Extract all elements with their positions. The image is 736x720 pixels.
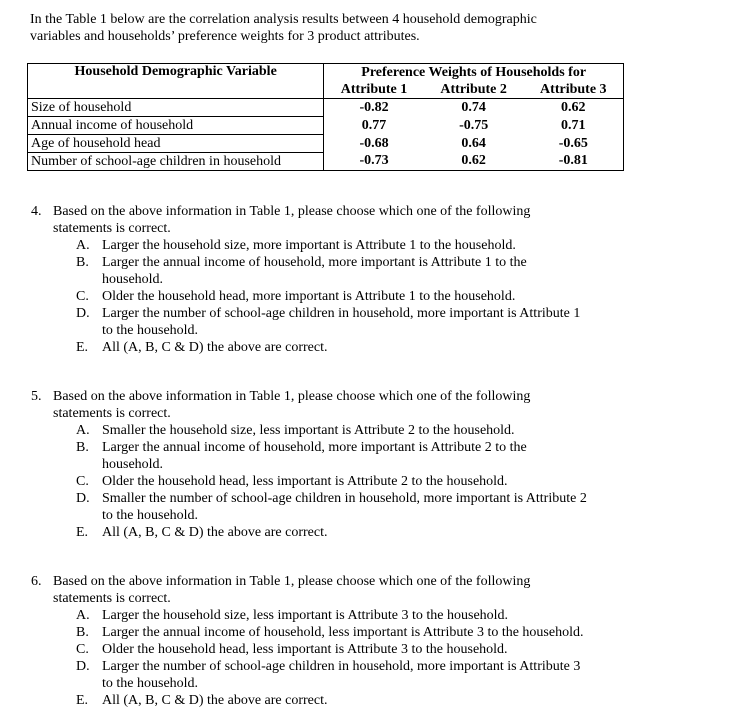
question-number: 4. xyxy=(31,204,42,219)
option-letter: E. xyxy=(76,525,89,540)
option-b xyxy=(76,624,631,641)
option-list xyxy=(31,422,631,541)
question-stem: Based on the above information in Table 1, please choose which one of the following xyxy=(53,574,531,589)
option-a xyxy=(76,422,631,439)
option-text: Larger the annual income of household, more important is Attribute 1 to the household. xyxy=(102,255,527,287)
option-text: All (A, B, C & D) the above are correct. xyxy=(102,340,328,355)
table-cell: -0.75 xyxy=(459,117,489,133)
table-cell: -0.68 xyxy=(359,135,389,151)
row-label: Number of school-age children in household xyxy=(28,153,324,171)
option-list xyxy=(31,237,631,356)
option-letter: C. xyxy=(76,642,89,657)
option-letter: A. xyxy=(76,423,90,438)
option-list xyxy=(31,607,631,709)
attribute-header: Attribute 1 xyxy=(340,81,408,97)
option-c xyxy=(76,288,631,305)
question-6 xyxy=(31,573,631,709)
option-c xyxy=(76,641,631,658)
question-stem: Based on the above information in Table 1, please choose which one of the following xyxy=(53,204,531,219)
question-number: 5. xyxy=(31,389,42,404)
option-e xyxy=(76,692,631,709)
option-letter: E. xyxy=(76,693,89,708)
table-row xyxy=(28,99,624,117)
table-cell: -0.81 xyxy=(524,153,624,171)
option-text: Smaller the household size, less important is Attribute 2 to the household. xyxy=(102,423,515,438)
question-stem-cont: statements is correct. xyxy=(53,221,171,236)
table-row xyxy=(28,135,624,153)
question-5 xyxy=(31,388,631,541)
intro-line: In the Table 1 below are the correlation analysis results between 4 household demographic xyxy=(30,12,537,27)
option-letter: D. xyxy=(76,659,90,674)
option-text: All (A, B, C & D) the above are correct. xyxy=(102,693,328,708)
option-text: Larger the annual income of household, less important is Attribute 3 to the household. xyxy=(102,625,584,640)
row-label: Size of household xyxy=(28,99,324,117)
option-letter: D. xyxy=(76,491,90,506)
table-cell: -0.82 xyxy=(324,99,424,117)
option-c xyxy=(76,473,631,490)
table-cell: -0.65 xyxy=(524,135,624,153)
option-b xyxy=(76,439,631,473)
intro-line: variables and households’ preference weights for 3 product attributes. xyxy=(30,29,420,44)
option-text: Larger the annual income of household, more important is Attribute 2 to the household. xyxy=(102,440,527,472)
table-cell: 0.74 xyxy=(424,99,524,117)
option-d xyxy=(76,658,631,692)
option-letter: A. xyxy=(76,608,90,623)
option-letter: B. xyxy=(76,625,89,640)
option-text: Older the household head, less important is Attribute 2 to the household. xyxy=(102,474,508,489)
option-letter: B. xyxy=(76,255,89,270)
option-text: Older the household head, more important is Attribute 1 to the household. xyxy=(102,289,516,304)
variable-header: Household Demographic Variable xyxy=(28,64,324,99)
option-a xyxy=(76,607,631,624)
option-letter: B. xyxy=(76,440,89,455)
question-number: 6. xyxy=(31,574,42,589)
option-letter: E. xyxy=(76,340,89,355)
attribute-header: Attribute 3 xyxy=(524,81,624,99)
option-e xyxy=(76,339,631,356)
table-row xyxy=(28,153,624,171)
table-cell: 0.62 xyxy=(424,153,524,171)
row-label: Age of household head xyxy=(28,135,324,153)
option-letter: C. xyxy=(76,289,89,304)
table-cell: 0.62 xyxy=(524,99,624,117)
attribute-header: Attribute 2 xyxy=(440,81,507,97)
question-4 xyxy=(31,203,631,356)
option-d xyxy=(76,305,631,339)
option-text: All (A, B, C & D) the above are correct. xyxy=(102,525,328,540)
preference-weights-header: Preference Weights of Households for xyxy=(324,64,624,82)
correlation-table xyxy=(27,63,624,171)
table-row xyxy=(28,117,624,135)
table-cell: 0.64 xyxy=(461,135,486,151)
option-e xyxy=(76,524,631,541)
option-text: Larger the number of school-age children in household, more important is Attribute 1 to the household. xyxy=(102,306,581,338)
option-text: Smaller the number of school-age children in household, more important is Attribute 2 to the household. xyxy=(102,491,587,523)
option-text: Larger the number of school-age children in household, more important is Attribute 3 to the household. xyxy=(102,659,581,691)
question-stem-cont: statements is correct. xyxy=(53,591,171,606)
option-d xyxy=(76,490,631,524)
question-stem: Based on the above information in Table 1, please choose which one of the following xyxy=(53,389,531,404)
option-a xyxy=(76,237,631,254)
option-letter: D. xyxy=(76,306,90,321)
intro-paragraph xyxy=(30,11,630,45)
option-b xyxy=(76,254,631,288)
table-cell: -0.73 xyxy=(324,153,424,171)
question-stem-cont: statements is correct. xyxy=(53,406,171,421)
row-label: Annual income of household xyxy=(28,117,324,135)
table-cell: 0.71 xyxy=(524,117,624,135)
option-letter: C. xyxy=(76,474,89,489)
option-text: Larger the household size, less important is Attribute 3 to the household. xyxy=(102,608,509,623)
option-text: Older the household head, less important is Attribute 3 to the household. xyxy=(102,642,508,657)
option-letter: A. xyxy=(76,238,90,253)
table-cell: 0.77 xyxy=(361,117,387,133)
option-text: Larger the household size, more important is Attribute 1 to the household. xyxy=(102,238,516,253)
